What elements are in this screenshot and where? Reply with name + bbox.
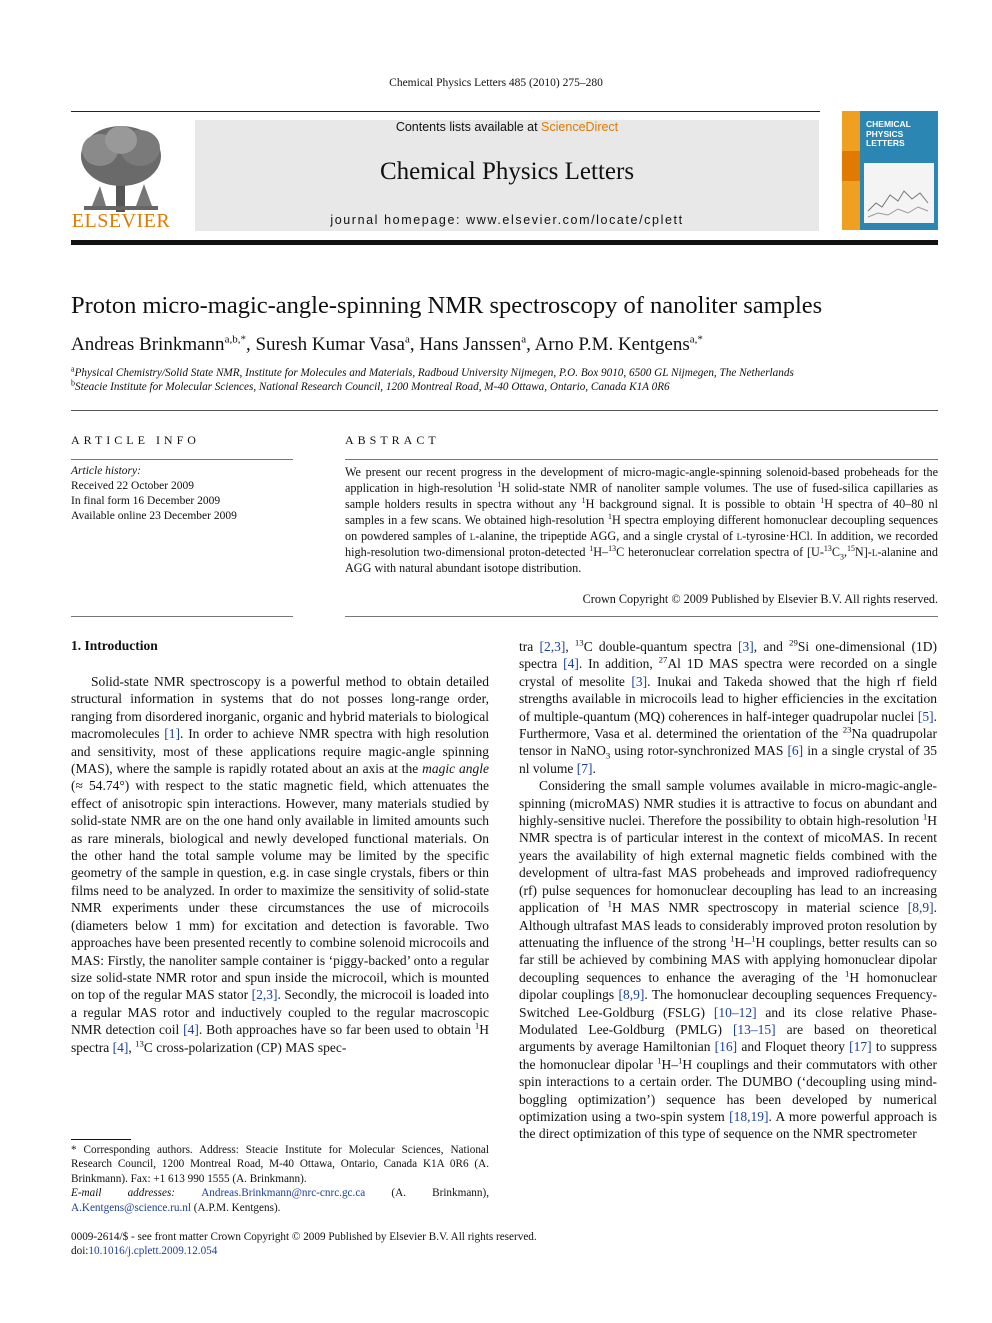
corresponding-author-footnote (71, 1143, 489, 1215)
email-link[interactable]: A.Kentgens@science.ru.nl (71, 1201, 191, 1214)
body-paragraph: Considering the small sample volumes available in micro-magic-angle-spinning (microMAS) NMR studies it is attractive to focus on abundant and highly-sensitive nuclei. Therefore the possibility to obtain high-resolution $^1$H NMR spectra is of particular interest in the context of micoMAS. In recent years the availability of high external magnetic fields combined with the development of ultra-fast MAS probeheads and improved radiofrequency (rf) pulse sequences for homonuclear decoupling has lead to an increasing application of $^1$H MAS NMR spectroscopy in material science [8,9]. Although ultrafast MAS leads to considerably improved proton resolution by attenuating the influence of the strong $^1$H–$^1$H couplings, better results can so far still be achieved by combining MAS with applying homonuclear dipolar decoupling sequences to enhance the averaging of the $^1$H homonuclear dipolar couplings [8,9]. The homonuclear decoupling sequences Frequency-Switched Lee-Goldburg (FSLG) [10–12] and its close relative Phase-Modulated Lee-Goldburg (PMLG) [13–15] are based on theoretical arguments by average Hamiltonian [16] and Floquet theory [17] to suppress the homonuclear dipolar $^1$H–$^1$H couplings and their commutators with other spin interactions to a certain order. The DUMBO (‘decoupling using mind-boggling optimization’) sequence has been developed by numerical optimization using a two-spin system [18,19]. A more powerful approach is the direct optimization of this type of sequence on the NMR spectrometer (519, 778, 938, 1142)
running-head: Chemical Physics Letters 485 (2010) 275–280 (389, 77, 603, 89)
article-info-heading: ARTICLE INFO (71, 433, 200, 447)
elsevier-wordmark: ELSEVIER (71, 210, 171, 232)
received-date: Received 22 October 2009 (71, 480, 194, 492)
contents-line (195, 120, 819, 134)
header-rule (71, 111, 820, 112)
issn-line: 0009-2614/$ - see front matter Crown Copyright © 2009 Published by Elsevier B.V. All rights reserved. (71, 1231, 537, 1243)
author-marks[interactable]: a (404, 333, 410, 346)
affiliation-text: Physical Chemistry/Solid State NMR, Institute for Molecules and Materials, Radboud University Nijmegen, P.O. Box 9010, 6500 GL Nijmegen, The Netherlands (74, 367, 794, 379)
author-name[interactable]: Suresh Kumar Vasa (255, 334, 405, 355)
author-separator: , (245, 334, 256, 355)
journal-name: Chemical Physics Letters (379, 158, 635, 185)
history-label: Article history: (71, 465, 141, 477)
citation-link[interactable]: [2,3] (539, 639, 566, 654)
author-name[interactable]: Arno P.M. Kentgens (534, 334, 690, 355)
abstract-rule (345, 616, 938, 617)
cover-title-line: PHYSICS (866, 128, 904, 139)
citation-link[interactable]: [4] (183, 1022, 199, 1038)
citation-link[interactable]: [4] (112, 1039, 129, 1055)
citation-link[interactable]: [1] (164, 726, 181, 742)
footnote-rule (71, 1139, 131, 1140)
email-line (71, 1186, 489, 1215)
affiliation-mark: a (71, 364, 75, 374)
contents-prefix: Contents lists available at (395, 120, 542, 134)
footnote-text: * Corresponding authors. Address: Steacie Institute for Molecular Sciences, National Research Council, 1200 Montreal Road, M-40 Ottawa, Ontario, Canada K1A 0R6 (A. Brinkmann). Fax: +1 613 990 1555 (A. Brinkmann). (71, 1144, 489, 1185)
citation-link[interactable]: [17] (849, 1039, 872, 1055)
affiliation (71, 364, 938, 379)
cover-title-line: LETTERS (866, 138, 905, 148)
email-owner: (A. Brinkmann), (365, 1187, 490, 1200)
body-paragraph: tra [2,3], $^{13}$C double-quantum spectra [3], and $^{29}$Si one-dimensional (1D) spectra [4]. In addition, $^{27}$Al 1D MAS spectra were recorded on a single crystal of mesolite [3]. Inukai and Takeda showed that the high rf field strengths available in microcoils lead to higher efficiencies in the excitation of multiple-quantum (MQ) coherences in half-integer quadrupolar nuclei [5]. Furthermore, Vasa et al. determined the orientation of the $^{23}$Na quadrupolar tensor in NaNO$_3$ using rotor-synchronized MAS [6] in a single crystal of 35 nl volume [7]. (519, 637, 938, 776)
citation-link[interactable]: [8,9] (907, 900, 934, 916)
cover-title-line: CHEMICAL (866, 119, 911, 129)
author-marks[interactable]: a,b,* (224, 333, 246, 346)
article-info-rule (71, 616, 293, 617)
author-separator: , (526, 334, 535, 355)
abstract-copyright: Crown Copyright © 2009 Published by Elsevier B.V. All rights reserved. (582, 592, 938, 606)
citation-link[interactable]: [13–15] (732, 1021, 776, 1037)
doi-link[interactable]: 10.1016/j.cplett.2009.12.054 (88, 1245, 218, 1258)
affiliation-mark: b (71, 378, 75, 388)
citation-link[interactable]: [5] (917, 708, 934, 724)
affiliation-rule (71, 410, 938, 411)
body-column-right (519, 638, 937, 1143)
abstract-text: We present our recent progress in the development of micro-magic-angle-spinning solenoid-based probeheads for the application in high-resolution $^1$H solid-state NMR of nanoliter sample volumes. The use of fused-silica capillaries as sample holders results in spectra without any $^1$H background signal. It is possible to obtain $^1$H spectra of 40–80 nl samples in a few scans. We obtained high-resolution $^1$H spectra employing different homonuclear decoupling sequences on powdered samples of l-alanine, the tripeptide AGG, and a single crystal of l-tyrosine·HCl. In addition, we recorded high-resolution two-dimensional proton-detected $^1$H–$^{13}$C heteronuclear correlation spectra of $[U-^{13}C_3,^{15}N]-l$-alanine and AGG with natural abundant isotope distribution. (345, 465, 939, 575)
citation-link[interactable]: [6] (787, 743, 804, 759)
citation-link[interactable]: [2,3] (251, 987, 278, 1003)
doi-label: doi: (71, 1245, 89, 1258)
author-separator: , (409, 334, 420, 355)
author-list (71, 334, 938, 356)
email-label: E-mail addresses: (71, 1187, 202, 1200)
author-marks[interactable]: a,* (689, 333, 703, 346)
article-title: Proton micro-magic-angle-spinning NMR spectroscopy of nanoliter samples (71, 292, 823, 319)
bottom-info (71, 1230, 691, 1259)
citation-link[interactable]: [4] (563, 656, 579, 672)
citation-link[interactable]: [3] (738, 639, 754, 654)
email-owner: (A.P.M. Kentgens). (190, 1201, 281, 1214)
affiliation-text: Steacie Institute for Molecular Sciences, National Research Council, 1200 Montreal Road, M-40 Ottawa, Ontario, Canada K1A 0R6 (75, 381, 670, 393)
journal-homepage[interactable]: journal homepage: www.elsevier.com/locate/cplett (330, 213, 684, 227)
article-history (71, 464, 293, 524)
author-name[interactable]: Hans Janssen (419, 334, 522, 355)
body-paragraph: Solid-state NMR spectroscopy is a powerful method to obtain detailed structural information in systems that do not posses long-range order, ranging from disordered inorganic, organic and hybrid materials to biological macromolecules [1]. In order to achieve NMR spectra with high resolution and sensitivity, most of these applications require magic-angle spinning (MAS), where the sample is rapidly rotated about an axis at the magic angle (≈ 54.74°) with respect to the static magnetic field, which attenuates the effect of anisotropic spin interactions. However, many materials studied by solid-state NMR are on the one hand only available in limited amounts such as rare minerals, biological and newly developed functional materials. On the other hand the total sample volume may be limited by the specific geometry of the sample in question, e.g. in case single crystals, fibers or thin films need to be analyzed. In order to maximize the sensitivity of solid-state NMR experiments under these circumstances the use of microcoils (diameters below 1 mm) for excitation and detection is favorable. Two approaches have been presented recently to combine solenoid microcoils and MAS: Firstly, the nanoliter sample container is ‘piggy-backed’ onto a regular size solid-state NMR rotor and spun inside the microcoil, which is mounted on top of the regular MAS stator [2,3]. Secondly, the microcoil is loaded into a regular MAS rotor and inductively coupled to the regular macroscopic NMR detection coil [4]. Both approaches have so far been used to obtain $^1$H spectra [4], $^{13}$C cross-polarization (CP) MAS spec- (71, 674, 489, 1055)
citation-link[interactable]: [10–12] (713, 1004, 757, 1020)
author-name[interactable]: Andreas Brinkmann (71, 334, 225, 355)
body-column-left (71, 673, 489, 1056)
masthead-rule (71, 240, 938, 245)
affiliation (71, 378, 938, 393)
cover-title (866, 120, 936, 149)
citation-link[interactable]: [7] (576, 760, 593, 776)
section-heading-introduction: 1. Introduction (71, 638, 158, 653)
email-link[interactable]: Andreas.Brinkmann@nrc-cnrc.gc.ca (201, 1187, 366, 1200)
abstract-rule (345, 459, 938, 460)
online-date: Available online 23 December 2009 (71, 510, 237, 522)
author-marks[interactable]: a (521, 333, 527, 346)
sciencedirect-link[interactable]: ScienceDirect (541, 120, 619, 134)
citation-link[interactable]: [18,19] (729, 1108, 769, 1124)
article-info-rule (71, 459, 293, 460)
abstract-heading: ABSTRACT (345, 433, 440, 447)
citation-link[interactable]: [8,9] (618, 987, 645, 1003)
citation-link[interactable]: [3] (631, 673, 648, 689)
doi-line (71, 1244, 691, 1258)
revised-date: In final form 16 December 2009 (71, 495, 221, 507)
citation-link[interactable]: [16] (714, 1039, 738, 1055)
